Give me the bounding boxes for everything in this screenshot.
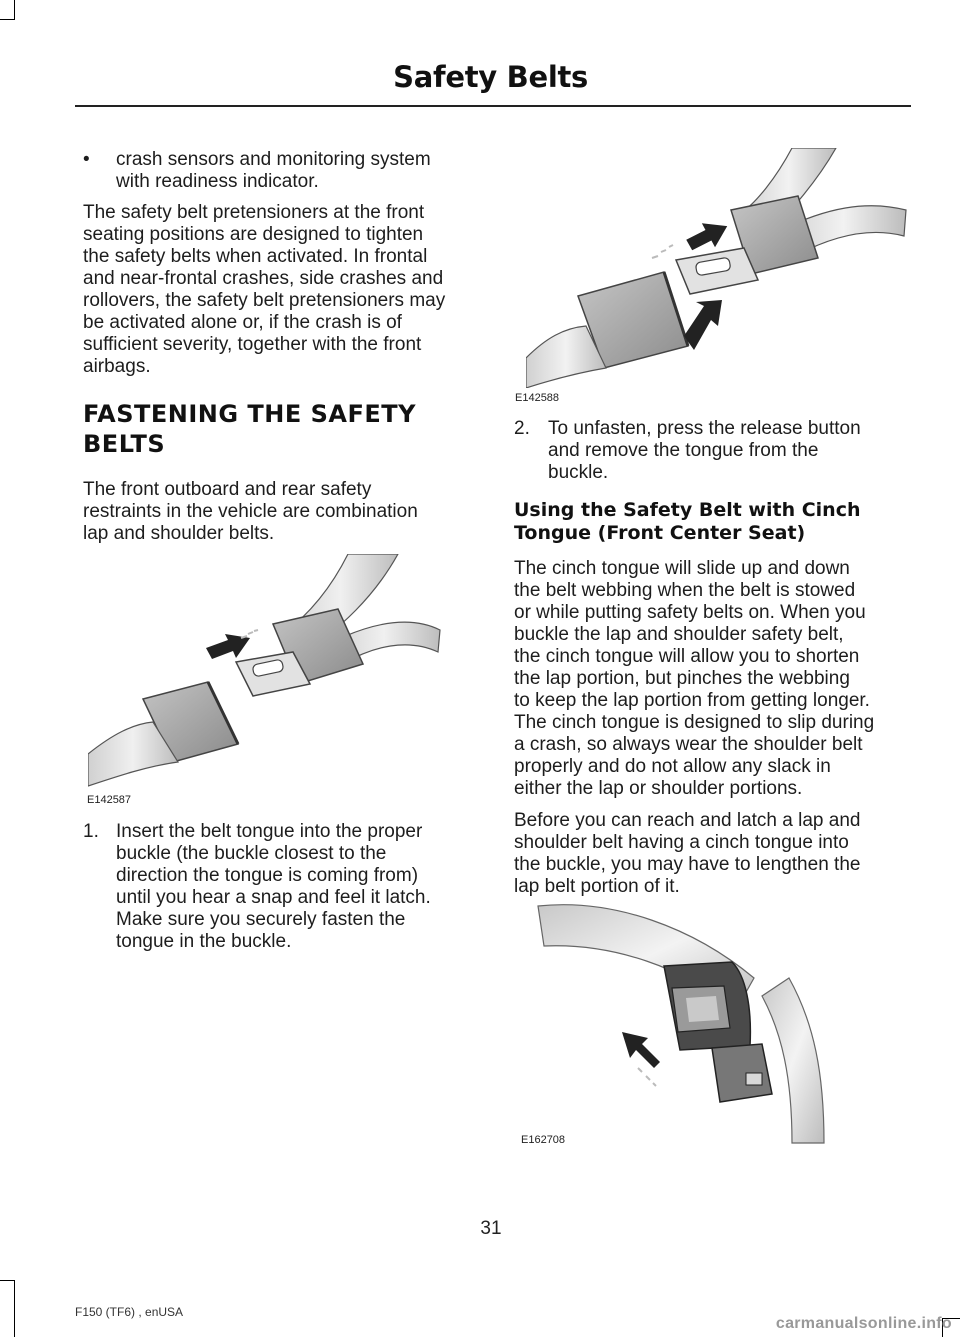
cinch-paragraph-line: buckle the lap and shoulder safety belt, <box>514 624 844 645</box>
figure-caption-e142588: E142588 <box>515 392 560 404</box>
pretensioner-paragraph-line: rollovers, the safety belt pretensioners may <box>83 290 446 311</box>
crop-mark-bottom-left-v <box>14 1280 15 1337</box>
section-heading-line-2: BELTS <box>83 430 166 458</box>
cinch-paragraph-line: to keep the lap portion from getting longer. <box>514 690 870 711</box>
lengthen-paragraph-line: Before you can reach and latch a lap and <box>514 810 861 831</box>
cinch-tongue-illustration <box>524 898 854 1148</box>
restraints-paragraph-line: lap and shoulder belts. <box>83 523 275 544</box>
cinch-paragraph-line: The cinch tongue will slide up and down <box>514 558 850 579</box>
cinch-paragraph-line: either the lap or shoulder portions. <box>514 778 803 799</box>
step-2-line: To unfasten, press the release button <box>548 418 861 439</box>
lengthen-paragraph-line: shoulder belt having a cinch tongue into <box>514 832 849 853</box>
cinch-paragraph-line: the lap portion, but pinches the webbing <box>514 668 850 689</box>
cinch-paragraph-line: the belt webbing when the belt is stowed <box>514 580 856 601</box>
bullet-marker: • <box>83 149 90 170</box>
crop-mark-bottom-left-h <box>0 1280 14 1281</box>
restraints-paragraph-line: The front outboard and rear safety <box>83 479 372 500</box>
pretensioner-paragraph-line: sufficient severity, together with the front <box>83 334 422 355</box>
pretensioner-paragraph-line: seating positions are designed to tighten <box>83 224 424 245</box>
page-number: 31 <box>480 1218 502 1239</box>
pretensioner-paragraph-line: and near-frontal crashes, side crashes and <box>83 268 444 289</box>
cinch-paragraph-line: a crash, so always wear the shoulder belt <box>514 734 863 755</box>
step-1-line: Make sure you securely fasten the <box>116 909 406 930</box>
cinch-paragraph-line: The cinch tongue is designed to slip during <box>514 712 875 733</box>
header-rule <box>75 105 911 107</box>
step-2-line: buckle. <box>548 462 609 483</box>
step-2-number: 2. <box>514 418 530 439</box>
cinch-paragraph-line: properly and do not allow any slack in <box>514 756 831 777</box>
cinch-heading-line-2: Tongue (Front Center Seat) <box>514 522 806 544</box>
footer-model: F150 (TF6) , enUSA <box>75 1305 184 1319</box>
lengthen-paragraph-line: lap belt portion of it. <box>514 876 680 897</box>
pretensioner-paragraph-line: The safety belt pretensioners at the front <box>83 202 425 223</box>
step-1-line: buckle (the buckle closest to the <box>116 843 387 864</box>
step-2-line: and remove the tongue from the <box>548 440 819 461</box>
crop-mark-top-left-h <box>0 19 14 20</box>
step-1-number: 1. <box>83 821 99 842</box>
step-1-line: until you hear a snap and feel it latch. <box>116 887 431 908</box>
watermark: carmanualsonline.info <box>775 1315 952 1332</box>
pretensioner-paragraph-line: be activated alone or, if the crash is of <box>83 312 402 333</box>
cinch-heading-line-1: Using the Safety Belt with Cinch <box>514 499 861 521</box>
crop-mark-top-left-v <box>14 0 15 20</box>
bullet-line-1: crash sensors and monitoring system <box>116 149 431 170</box>
bullet-line-2: with readiness indicator. <box>116 171 319 192</box>
belt-fastening-illustration <box>88 554 448 790</box>
step-1-line: Insert the belt tongue into the proper <box>116 821 423 842</box>
step-1-line: direction the tongue is coming from) <box>116 865 419 886</box>
lengthen-paragraph-line: the buckle, you may have to lengthen the <box>514 854 861 875</box>
step-1-line: tongue in the buckle. <box>116 931 292 952</box>
figure-caption-e142587: E142587 <box>87 794 132 806</box>
cinch-paragraph-line: the cinch tongue will allow you to shorten <box>514 646 860 667</box>
belt-unfastening-illustration <box>526 148 912 388</box>
section-heading-line-1: FASTENING THE SAFETY <box>83 400 417 428</box>
restraints-paragraph-line: restraints in the vehicle are combination <box>83 501 418 522</box>
page-title: Safety Belts <box>393 60 588 94</box>
pretensioner-paragraph-line: the safety belts when activated. In frontal <box>83 246 428 267</box>
cinch-paragraph-line: or while putting safety belts on. When you <box>514 602 866 623</box>
figure-caption-e162708: E162708 <box>521 1134 566 1146</box>
pretensioner-paragraph-line: airbags. <box>83 356 151 377</box>
